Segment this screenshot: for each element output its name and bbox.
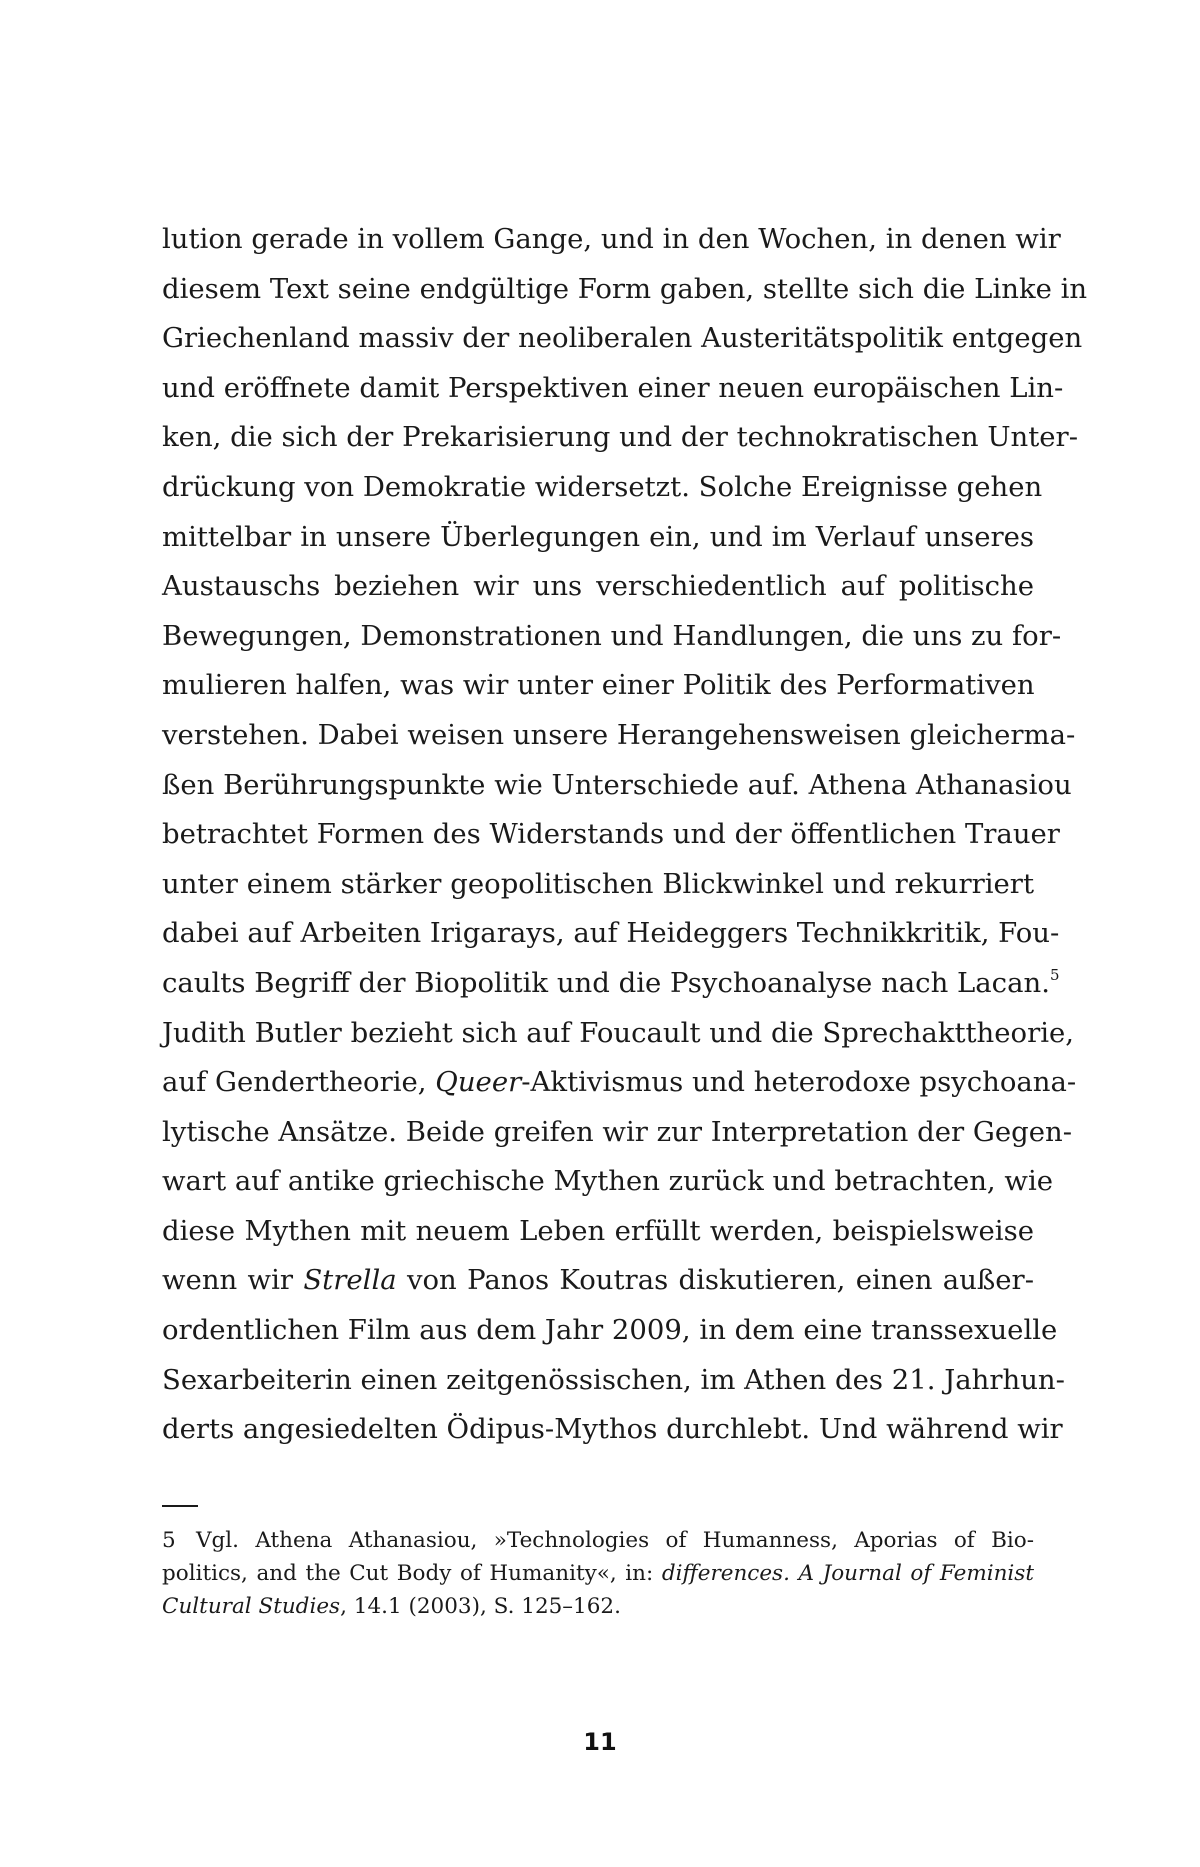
text-segment: auf Gendertheorie, [162,1066,436,1099]
body-text [162,215,1088,1455]
text-line: Austauschs beziehen wir uns verschiedentlich auf politische [162,570,1034,603]
text-line: drückung von Demokratie widersetzt. Solche Ereignisse gehen [162,470,1043,503]
text-segment: -Aktivismus und heterodoxe psychoana- [521,1066,1077,1099]
text-line [162,1256,1034,1306]
text-line: ßen Berührungspunkte wie Unterschiede auf. Athena Athanasiou [162,768,1072,801]
footnote-divider [162,1505,198,1507]
text-line: lytische Ansätze. Beide greifen wir zur Interpretation der Gegen- [162,1115,1072,1148]
text-line: dabei auf Arbeiten Irigarays, auf Heideggers Technikkritik, Fou- [162,917,1060,950]
text-segment: , 14.1 (2003), S. 125–162. [340,1594,621,1619]
text-line: mulieren halfen, was wir unter einer Politik des Performativen [162,669,1035,702]
footnote-reference[interactable]: 5 [1049,965,1060,984]
text-segment: Vgl. Athena Athanasiou, »Technologies of Humanness, Aporias of Bio- [196,1528,1034,1553]
text-segment: von Panos Koutras diskutieren, einen außer- [396,1264,1034,1297]
text-line: verstehen. Dabei weisen unsere Herangehensweisen gleicherma- [162,718,1076,751]
text-line: derts angesiedelten Ödipus-Mythos durchlebt. Und während wir [162,1413,1063,1446]
emphasis-text: Cultural Studies [162,1594,341,1619]
emphasis-text: Queer [435,1066,522,1099]
text-line: mittelbar in unsere Überlegungen ein, und im Verlauf unseres [162,520,1034,553]
text-line [162,959,1060,1009]
text-line: lution gerade in vollem Gange, und in den Wochen, in denen wir [162,223,1061,255]
footnote-line [162,1590,1034,1623]
text-segment: wenn wir [162,1264,304,1297]
emphasis-text: Strella [303,1264,397,1297]
text-line: diesem Text seine endgültige Form gaben, stellte sich die Linke in [162,272,1088,305]
text-line: Judith Butler bezieht sich auf Foucault und die Sprechakttheorie, [162,1016,1075,1049]
text-line: diese Mythen mit neuem Leben erfüllt werden, beispielsweise [162,1214,1034,1247]
text-segment: politics, and the Cut Body of Humanity«, in: [162,1561,662,1586]
footnote-number: 5 [162,1528,176,1553]
text-line: Griechenland massiv der neoliberalen Austeritätspolitik entgegen [162,322,1083,355]
emphasis-text: differences. A Journal of Feminist [661,1561,1034,1586]
page-number: 11 [583,1728,617,1756]
text-segment: caults Begriff der Biopolitik und die Psychoanalyse nach Lacan. [162,966,1050,999]
text-line: unter einem stärker geopolitischen Blickwinkel und rekurriert [162,867,1034,900]
text-line: ken, die sich der Prekarisierung und der technokratischen Unter- [162,421,1078,454]
footnote-line [162,1557,1034,1590]
text-line [162,1058,1077,1108]
footnote [162,1524,1034,1623]
text-line: und eröffnete damit Perspektiven einer neuen europäischen Lin- [162,371,1064,404]
text-line: Bewegungen, Demonstrationen und Handlungen, die uns zu for- [162,619,1062,652]
text-line: wart auf antike griechische Mythen zurück und betrachten, wie [162,1165,1054,1198]
text-line: Sexarbeiterin einen zeitgenössischen, im Athen des 21. Jahrhun- [162,1363,1065,1396]
footnote-line [162,1524,1034,1557]
text-line: ordentlichen Film aus dem Jahr 2009, in dem eine transsexuelle [162,1314,1058,1347]
text-line: betrachtet Formen des Widerstands und der öffentlichen Trauer [162,818,1060,851]
